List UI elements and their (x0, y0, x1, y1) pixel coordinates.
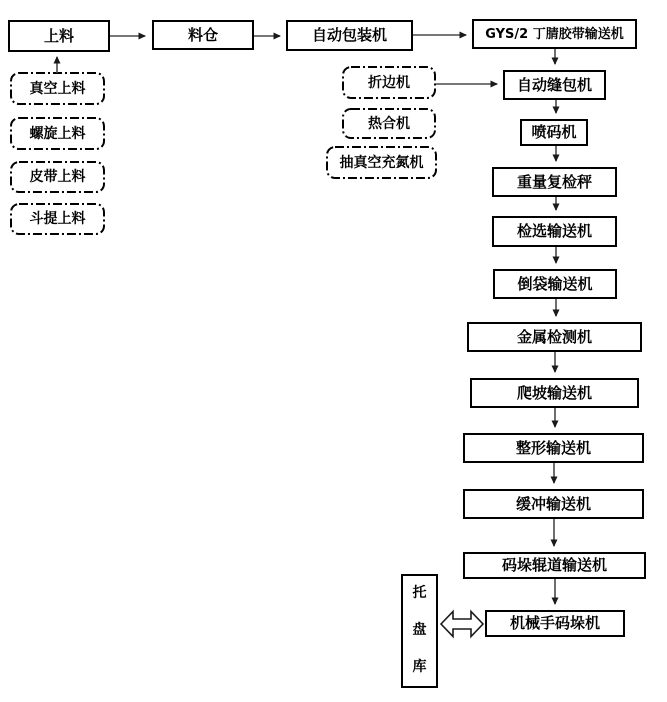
node-bag-flip-conveyor (493, 269, 617, 299)
vacuum-nitrogen-label: 抽真空充氮机 (339, 154, 424, 171)
auto-packer-label: 自动包装机 (311, 26, 387, 44)
node-feed (8, 20, 110, 52)
node-auto-packer (286, 20, 413, 51)
node-silo (152, 20, 254, 50)
incline-conveyor-label: 爬坡输送机 (516, 383, 592, 402)
bag-flip-conveyor-label: 倒袋输送机 (517, 274, 593, 293)
node-pallet-store (401, 574, 438, 688)
node-palletizing-roller-conveyor (463, 552, 646, 579)
checkweigher-label: 重量复检秤 (516, 172, 592, 191)
node-edge-folder (343, 67, 435, 98)
edge-folder-label: 折边机 (368, 74, 410, 91)
node-inkjet-coder (520, 119, 588, 146)
node-shaping-conveyor (463, 433, 644, 463)
pallet-store-char-2: 盘 (412, 622, 427, 638)
node-metal-detector (467, 322, 642, 352)
feed-label: 上料 (43, 26, 74, 45)
silo-label: 料仓 (187, 25, 218, 44)
pallet-store-char-3: 库 (412, 659, 427, 675)
pallet-store-char-1: 托 (412, 585, 427, 601)
bucket-feed-label: 斗提上料 (29, 211, 86, 227)
double-arrow-palletstore-robot (441, 612, 483, 637)
palletizing-roller-conveyor-label: 码垛辊道输送机 (501, 556, 607, 574)
shaping-conveyor-label: 整形输送机 (515, 438, 591, 457)
node-incline-conveyor (470, 378, 639, 408)
bag-sewer-label: 自动缝包机 (516, 75, 592, 94)
node-heat-sealer (343, 109, 435, 138)
metal-detector-label: 金属检测机 (516, 327, 592, 346)
node-gys-belt-conveyor (472, 19, 637, 49)
node-checkweigher (492, 167, 617, 197)
node-robot-palletizer (485, 610, 625, 637)
node-vacuum-nitrogen (327, 147, 436, 178)
node-buffer-conveyor (463, 489, 644, 519)
screw-feed-label: 螺旋上料 (29, 125, 86, 142)
node-screw-feed (11, 118, 104, 149)
node-vacuum-feed (11, 73, 104, 104)
node-bag-sewer (503, 70, 606, 100)
robot-palletizer-label: 机械手码垛机 (509, 614, 600, 632)
inkjet-coder-label: 喷码机 (531, 123, 577, 141)
heat-sealer-label: 热合机 (368, 115, 410, 132)
gys-belt-conveyor-label: GYS/2 丁腈胶带输送机 (485, 26, 624, 42)
node-sorting-conveyor (492, 216, 617, 247)
belt-feed-label: 皮带上料 (29, 169, 86, 185)
buffer-conveyor-label: 缓冲输送机 (515, 494, 591, 513)
sorting-conveyor-label: 检选输送机 (516, 222, 592, 240)
vacuum-feed-label: 真空上料 (29, 80, 86, 97)
node-belt-feed (11, 162, 104, 192)
node-bucket-feed (11, 204, 104, 234)
